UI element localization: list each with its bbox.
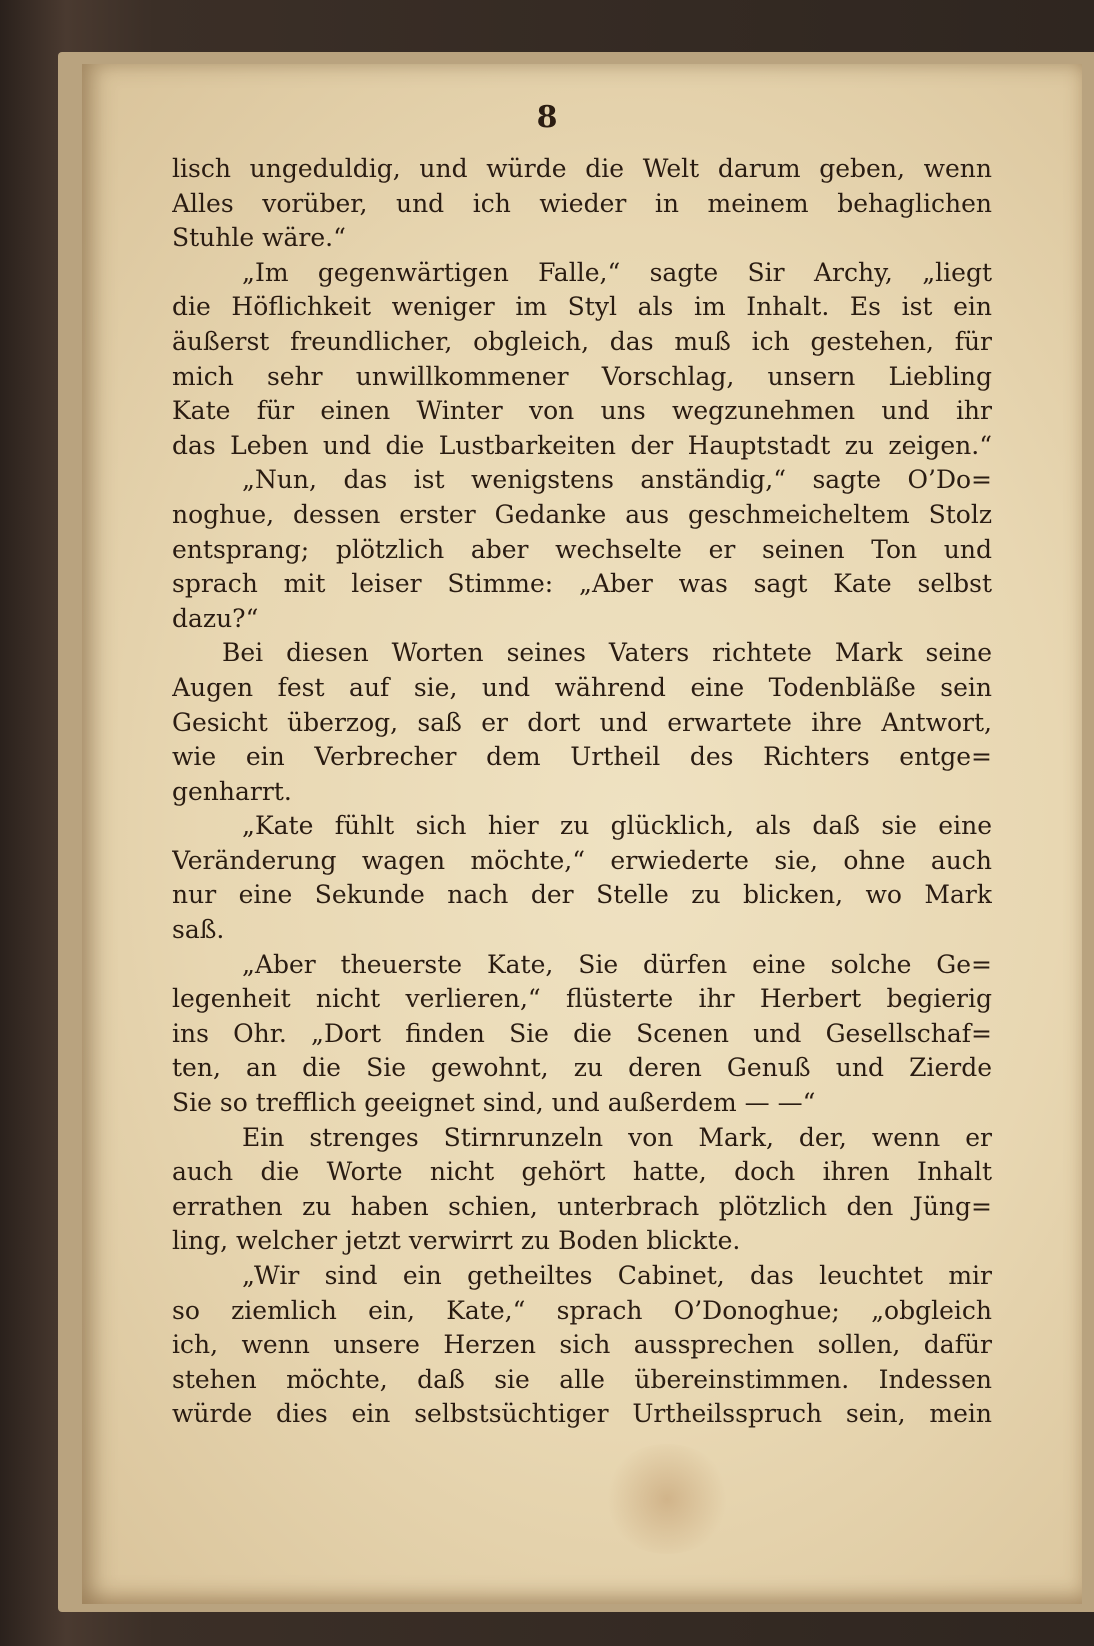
text-line: Ein strenges Stirnrunzeln von Mark, der, wenn er bbox=[242, 1122, 992, 1152]
text-line: lisch ungeduldig, und würde die Welt darum geben, wenn bbox=[172, 154, 992, 183]
text-line: Augen fest auf sie, und während eine Todenbläße sein bbox=[172, 672, 992, 702]
text-line: Sie so trefflich geeignet sind, und außerdem — —“ bbox=[172, 1088, 816, 1118]
page-number: 8 bbox=[536, 100, 558, 135]
text-line: „Kate fühlt sich hier zu glücklich, als daß sie eine bbox=[242, 811, 992, 841]
text-line: „Nun, das ist wenigstens anständig,“ sagte O’Do= bbox=[242, 465, 992, 495]
text-line: würde dies ein selbstsüchtiger Urtheilsspruch sein, mein bbox=[172, 1399, 992, 1429]
text-line: Kate für einen Winter von uns wegzunehmen und ihr bbox=[172, 396, 992, 426]
text-line: ich, wenn unsere Herzen sich aussprechen sollen, dafür bbox=[172, 1330, 992, 1360]
text-line: Alles vorüber, und ich wieder in meinem behaglichen bbox=[172, 188, 992, 218]
text-line: äußerst freundlicher, obgleich, das muß ich gestehen, für bbox=[172, 326, 992, 356]
text-line: noghue, dessen erster Gedanke aus geschmeicheltem Stolz bbox=[172, 499, 992, 529]
text-line: so ziemlich ein, Kate,“ sprach O’Donoghue; „obgleich bbox=[172, 1295, 992, 1325]
text-line: sprach mit leiser Stimme: „Aber was sagt Kate selbst bbox=[172, 569, 992, 599]
text-line: stehen möchte, daß sie alle übereinstimmen. Indessen bbox=[172, 1364, 992, 1394]
text-line: Bei diesen Worten seines Vaters richtete Mark seine bbox=[222, 638, 992, 668]
text-line: mich sehr unwillkommener Vorschlag, unsern Liebling bbox=[172, 361, 992, 391]
text-line: Stuhle wäre.“ bbox=[172, 223, 346, 253]
text-line: Veränderung wagen möchte,“ erwiederte sie, ohne auch bbox=[172, 845, 992, 875]
text-line: „Wir sind ein getheiltes Cabinet, das leuchtet mir bbox=[242, 1261, 992, 1290]
text-line: die Höflichkeit weniger im Styl als im Inhalt. Es ist ein bbox=[172, 292, 992, 322]
text-line: errathen zu haben schien, unterbrach plötzlich den Jüng= bbox=[172, 1191, 992, 1221]
text-line: „Im gegenwärtigen Falle,“ sagte Sir Archy, „liegt bbox=[242, 257, 992, 287]
page-text bbox=[172, 152, 992, 1432]
text-line: das Leben und die Lustbarkeiten der Hauptstadt zu zeigen.“ bbox=[172, 430, 992, 460]
text-line: saß. bbox=[172, 915, 225, 945]
text-line: wie ein Verbrecher dem Urtheil des Richters entge= bbox=[172, 742, 992, 772]
text-line: genharrt. bbox=[172, 776, 292, 806]
text-line: Gesicht überzog, saß er dort und erwartete ihre Antwort, bbox=[172, 707, 992, 737]
paper-stain bbox=[602, 1444, 732, 1554]
text-line: auch die Worte nicht gehört hatte, doch ihren Inhalt bbox=[172, 1157, 992, 1187]
text-line: nur eine Sekunde nach der Stelle zu blicken, wo Mark bbox=[172, 880, 992, 910]
text-line: ins Ohr. „Dort finden Sie die Scenen und Gesellschaf= bbox=[172, 1018, 992, 1048]
text-line: dazu?“ bbox=[172, 603, 259, 633]
text-line: entsprang; plötzlich aber wechselte er seinen Ton und bbox=[172, 534, 992, 564]
text-line: legenheit nicht verlieren,“ flüsterte ihr Herbert begierig bbox=[172, 984, 992, 1014]
text-line: ling, welcher jetzt verwirrt zu Boden blickte. bbox=[172, 1226, 741, 1256]
text-line: „Aber theuerste Kate, Sie dürfen eine solche Ge= bbox=[242, 949, 992, 979]
text-line: ten, an die Sie gewohnt, zu deren Genuß und Zierde bbox=[172, 1053, 992, 1083]
